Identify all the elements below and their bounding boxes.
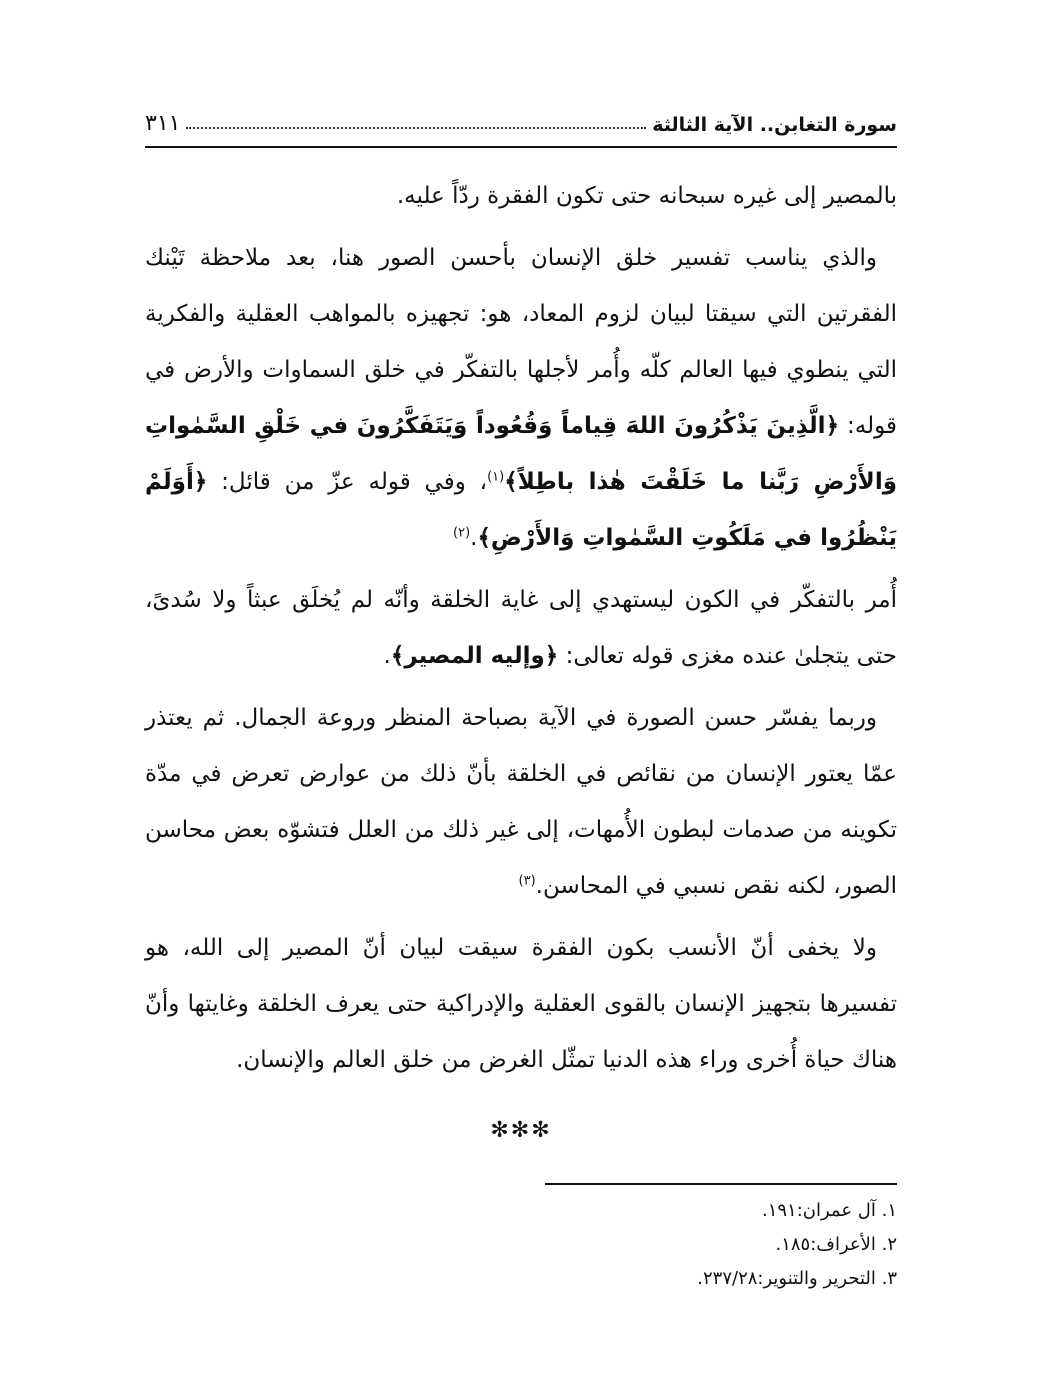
quran-verse-1: ﴿الَّذِينَ يَذْكُرُونَ اللهَ قِياماً وَقُعُوداً وَيَتَفَكَّرُونَ في خَلْقِ السَّمٰواتِ وَالأَرْضِ رَبَّنا ما خَلَقْتَ هٰذا باطِلاً﴾	[145, 413, 897, 495]
paragraph-2-text-b: ، وفي قوله عزّ من قائل:	[207, 469, 488, 495]
footnote-1: ١. آل عمران:١٩١.	[761, 1200, 897, 1221]
paragraph-5: ولا يخفى أنّ الأنسب بكون الفقرة سيقت لبيان أنّ المصير إلى الله، هو تفسيرها بتجهيز الإنسان بالقوى العقلية والإدراكية حتى يعرف الخلقة وغايتها وأنّ هناك حياة أُخرى وراء هذه الدنيا تمثّل الغرض من خلق العالم والإنسان.	[145, 935, 897, 1073]
paragraph-3-end: .	[383, 643, 391, 669]
paragraph-1: بالمصير إلى غيره سبحانه حتى تكون الفقرة ردّاً عليه.	[396, 183, 897, 209]
paragraph-4	[145, 690, 897, 914]
paragraph-2-text-c: .	[470, 525, 478, 551]
footnote-2: ٢. الأعراف:١٨٥.	[775, 1234, 897, 1255]
header-rule	[145, 146, 897, 148]
dotted-leader	[186, 127, 646, 129]
footnote-3: ٣. التحرير والتنوير:٢٣٧/٢٨.	[697, 1268, 897, 1289]
paragraph-2	[145, 230, 897, 566]
paragraph-3	[145, 572, 897, 684]
body-text	[145, 168, 897, 1094]
footnote-ref-3[interactable]: (٣)	[518, 873, 536, 889]
quran-verse-3: ﴿وإليه المصير﴾	[390, 643, 559, 669]
paragraph-4-text: وربما يفسّر حسن الصورة في الآية بصباحة المنظر وروعة الجمال. ثم يعتذر عمّا يعتور الإنسان من نقائص في الخلقة بأنّ ذلك من عوارض تعرض في مدّة تكوينه من صدمات لبطون الأُمهات، إلى غير ذلك من العلل فتشوّه بعض محاسن الصور، لكنه نقص نسبي في المحاسن.	[145, 705, 897, 899]
footnote-ref-2[interactable]: (٢)	[453, 525, 471, 541]
quran-verse-2: ﴿أَوَلَمْ يَنْظُرُوا في مَلَكُوتِ السَّمٰواتِ وَالأَرْضِ﴾	[145, 469, 897, 551]
paragraph-2-text-a: والذي يناسب تفسير خلق الإنسان بأحسن الصور هنا، بعد ملاحظة تَيْنك الفقرتين التي سيقتا لبيان لزوم المعاد، هو: تجهيزه بالمواهب العقلية والفكرية التي ينطوي فيها العالم كلّه وأُمر لأجلها بالتفكّر في خلق السماوات والأرض في قوله:	[145, 245, 898, 439]
page-header	[145, 96, 897, 136]
paragraph-3-text: أُمر بالتفكّر في الكون ليستهدي إلى غاية الخلقة وأنّه لم يُخلَق عبثاً ولا سُدىً، حتى يتجلىٰ عنده مغزى قوله تعالى:	[145, 587, 897, 669]
section-separator: ✻✻✻	[490, 1118, 552, 1143]
footnotes	[145, 1194, 897, 1296]
book-page	[145, 0, 897, 1395]
running-title: سورة التغابن.. الآية الثالثة	[652, 114, 897, 136]
footnote-ref-1[interactable]: (١)	[487, 469, 505, 485]
footnote-rule	[545, 1183, 897, 1185]
page-number: ٣١١	[145, 111, 181, 136]
